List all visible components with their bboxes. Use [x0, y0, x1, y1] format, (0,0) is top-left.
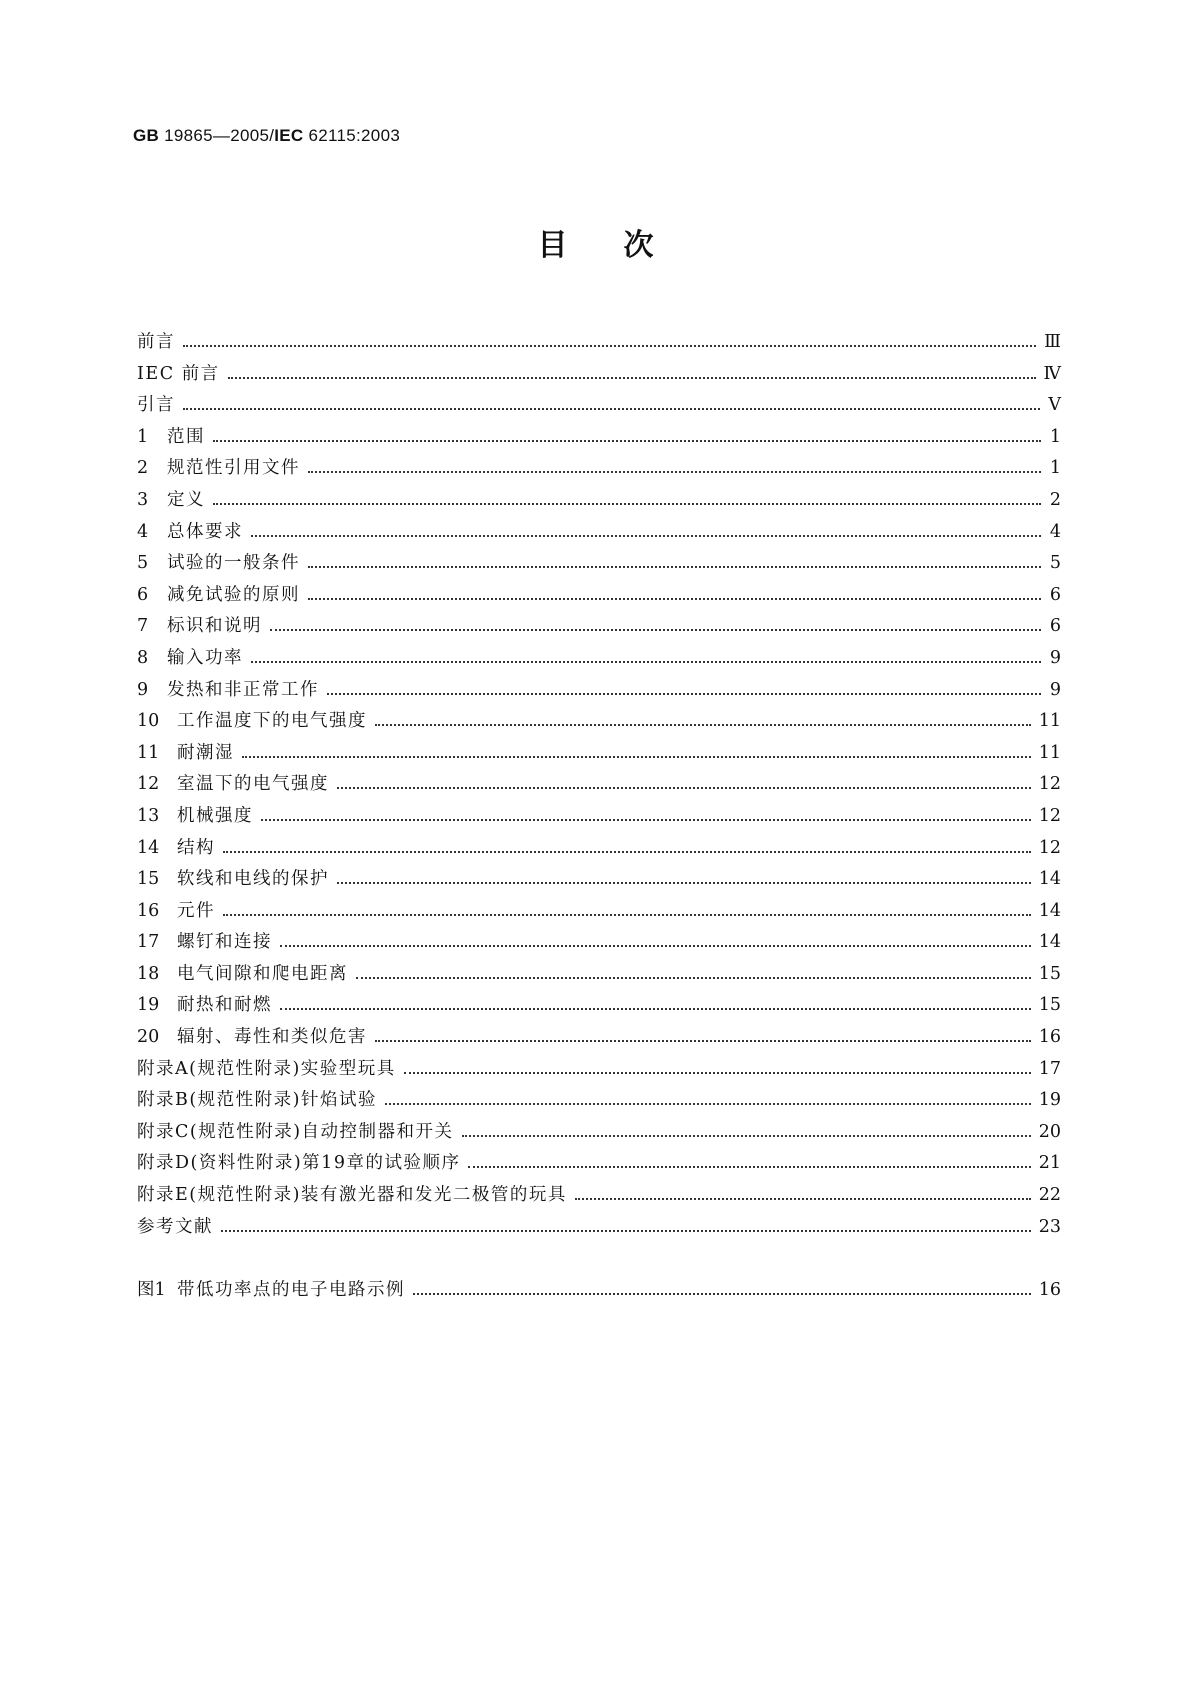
dot-leader: [251, 535, 1041, 537]
dot-leader: [385, 1103, 1031, 1105]
toc-entry-label: 带低功率点的电子电路示例: [177, 1280, 405, 1300]
toc-entry[interactable]: [137, 991, 1061, 1023]
toc-entry-page: 4: [1049, 521, 1061, 542]
std-code-iec: IEC: [274, 126, 304, 145]
toc-entry[interactable]: [137, 518, 1061, 550]
dot-leader: [213, 503, 1041, 505]
dot-leader: [356, 977, 1031, 979]
dot-leader: [462, 1135, 1031, 1137]
toc-entry-page: 6: [1049, 584, 1061, 605]
toc-entry-number: 11: [137, 742, 160, 763]
toc-entry-label: 规范性引用文件: [167, 458, 300, 479]
dot-leader: [228, 377, 1036, 379]
toc-entry-label: 附录B(规范性附录)针焰试验: [137, 1090, 378, 1111]
dot-leader: [375, 724, 1031, 726]
dot-leader: [327, 693, 1041, 695]
toc-entry[interactable]: [137, 1181, 1061, 1213]
toc-entry-number: 1: [137, 426, 149, 447]
dot-leader: [183, 345, 1036, 347]
toc-entry-number: 10: [137, 711, 160, 732]
toc-entry[interactable]: [137, 897, 1061, 929]
toc-entry-label: 耐热和耐燃: [177, 995, 272, 1016]
toc-entry[interactable]: [137, 707, 1061, 739]
toc-entry-page: 16: [1038, 1027, 1061, 1048]
toc-entry[interactable]: [137, 676, 1061, 708]
toc-entry-label: 引言: [137, 395, 175, 416]
toc-entry-page: Ⅴ: [1048, 395, 1061, 416]
toc-entry-page: 16: [1038, 1280, 1061, 1300]
toc-entry-label: 软线和电线的保护: [177, 869, 329, 890]
toc-entry-label: 发热和非正常工作: [167, 679, 319, 700]
toc-entry-label: 室温下的电气强度: [177, 774, 329, 795]
toc-entry[interactable]: [137, 834, 1061, 866]
toc-entry-page: 11: [1038, 711, 1061, 732]
dot-leader: [242, 756, 1031, 758]
toc-entry-number: 4: [137, 521, 149, 542]
toc-entry[interactable]: [137, 1086, 1061, 1118]
toc-entry-label: 工作温度下的电气强度: [177, 711, 367, 732]
toc-entry-label: 试验的一般条件: [167, 553, 300, 574]
std-code-gb: GB: [133, 126, 160, 145]
toc-entry-label: 机械强度: [177, 805, 253, 826]
dot-leader: [375, 1040, 1031, 1042]
dot-leader: [251, 661, 1041, 663]
dot-leader: [413, 1293, 1031, 1295]
toc-entry-number: 8: [137, 647, 149, 668]
toc-entry[interactable]: [137, 581, 1061, 613]
toc-entry-page: 20: [1038, 1121, 1061, 1142]
toc-entry-label: 定义: [167, 489, 205, 510]
toc-entry[interactable]: [137, 391, 1061, 423]
dot-leader: [213, 440, 1041, 442]
toc-entry-number: 6: [137, 584, 149, 605]
toc-entry-page: 9: [1049, 679, 1061, 700]
standard-code-header: [133, 126, 400, 146]
toc-entry-page: 12: [1038, 805, 1061, 826]
figure-list: [137, 1276, 1061, 1308]
toc-entry[interactable]: [137, 1149, 1061, 1181]
std-code-iec-number: 62115:2003: [303, 126, 401, 145]
toc-entry[interactable]: [137, 612, 1061, 644]
toc-entry-number: 18: [137, 963, 160, 984]
toc-entry-page: 17: [1038, 1058, 1061, 1079]
toc-entry-label: 减免试验的原则: [167, 584, 300, 605]
dot-leader: [308, 566, 1041, 568]
toc-entry-number: 3: [137, 489, 149, 510]
toc-entry-label: 附录C(规范性附录)自动控制器和开关: [137, 1121, 454, 1142]
toc-entry-label: 输入功率: [167, 647, 243, 668]
toc-entry-number: 7: [137, 616, 149, 637]
dot-leader: [221, 1230, 1031, 1232]
toc-entry-number: 16: [137, 900, 160, 921]
dot-leader: [183, 408, 1040, 410]
toc-entry-number: 9: [137, 679, 149, 700]
toc-entry-page: 2: [1049, 489, 1061, 510]
toc-entry[interactable]: [137, 1213, 1061, 1245]
toc-entry[interactable]: [137, 739, 1061, 771]
toc-entry[interactable]: [137, 928, 1061, 960]
toc-entry-page: 15: [1038, 995, 1061, 1016]
toc-entry-page: 15: [1038, 963, 1061, 984]
toc-entry-page: 1: [1049, 426, 1061, 447]
toc-entry-label: 附录E(规范性附录)装有激光器和发光二极管的玩具: [137, 1185, 567, 1206]
toc-entry-label: 耐潮湿: [177, 742, 234, 763]
toc-entry[interactable]: [137, 549, 1061, 581]
toc-entry-label: 标识和说明: [167, 616, 262, 637]
toc-entry-page: Ⅲ: [1044, 332, 1061, 352]
dot-leader: [270, 629, 1041, 631]
dot-leader: [575, 1198, 1031, 1200]
dot-leader: [468, 1166, 1030, 1168]
toc-entry-page: 12: [1038, 774, 1061, 795]
std-code-number: 19865—2005/: [159, 126, 275, 145]
toc-entry-page: 1: [1049, 458, 1061, 479]
toc-entry[interactable]: [137, 644, 1061, 676]
toc-entry-label: IEC 前言: [137, 363, 220, 384]
toc-entry-page: 22: [1038, 1185, 1061, 1206]
dot-leader: [308, 598, 1041, 600]
toc-entry-label: 参考文献: [137, 1216, 213, 1237]
toc-entry[interactable]: [137, 454, 1061, 486]
toc-entry[interactable]: [137, 960, 1061, 992]
toc-entry[interactable]: [137, 360, 1061, 392]
toc-entry-label: 附录A(规范性附录)实验型玩具: [137, 1058, 396, 1079]
toc-entry[interactable]: [137, 770, 1061, 802]
toc-entry-number: 14: [137, 837, 160, 858]
toc-entry-page: Ⅳ: [1043, 363, 1061, 384]
toc-entry[interactable]: [137, 328, 1061, 360]
toc-entry-page: 23: [1038, 1216, 1061, 1237]
toc-entry-number: 15: [137, 869, 160, 890]
toc-entry-page: 14: [1038, 932, 1061, 953]
toc-entry-page: 9: [1049, 647, 1061, 668]
toc-entry[interactable]: [137, 1276, 1061, 1308]
toc-entry-number: 19: [137, 995, 160, 1016]
dot-leader: [337, 787, 1031, 789]
dot-leader: [308, 471, 1041, 473]
toc-entry-page: 14: [1038, 869, 1061, 890]
toc-entry-page: 5: [1049, 553, 1061, 574]
toc-entry-number: 13: [137, 805, 160, 826]
dot-leader: [223, 914, 1031, 916]
toc-entry-label: 前言: [137, 332, 175, 352]
toc-entry[interactable]: [137, 1023, 1061, 1055]
dot-leader: [223, 851, 1031, 853]
page-title: 目次: [537, 228, 710, 263]
toc-entry-number: 5: [137, 553, 149, 574]
dot-leader: [337, 882, 1031, 884]
toc-entry-number: 20: [137, 1027, 160, 1048]
toc-entry-label: 范围: [167, 426, 205, 447]
toc-entry[interactable]: [137, 1055, 1061, 1087]
toc-entry-number: 图1: [137, 1280, 166, 1300]
toc-entry-page: 11: [1038, 742, 1061, 763]
toc-entry-page: 12: [1038, 837, 1061, 858]
toc-entry[interactable]: [137, 865, 1061, 897]
toc-entry[interactable]: [137, 802, 1061, 834]
toc-entry[interactable]: [137, 486, 1061, 518]
toc-entry-number: 17: [137, 932, 160, 953]
dot-leader: [261, 819, 1031, 821]
toc-entry-label: 总体要求: [167, 521, 243, 542]
toc-entry-page: 6: [1049, 616, 1061, 637]
table-of-contents: [137, 328, 1061, 1244]
toc-entry[interactable]: [137, 1118, 1061, 1150]
toc-entry-label: 螺钉和连接: [177, 932, 272, 953]
dot-leader: [404, 1072, 1031, 1074]
dot-leader: [280, 1008, 1031, 1010]
toc-entry-label: 结构: [177, 837, 215, 858]
toc-entry-number: 2: [137, 458, 149, 479]
toc-entry-number: 12: [137, 774, 160, 795]
toc-entry-label: 辐射、毒性和类似危害: [177, 1027, 367, 1048]
toc-entry-page: 21: [1038, 1153, 1061, 1174]
toc-entry-label: 附录D(资料性附录)第19章的试验顺序: [137, 1153, 461, 1174]
dot-leader: [280, 945, 1031, 947]
toc-entry-page: 19: [1038, 1090, 1061, 1111]
toc-entry[interactable]: [137, 423, 1061, 455]
toc-entry-label: 电气间隙和爬电距离: [177, 963, 348, 984]
toc-entry-page: 14: [1038, 900, 1061, 921]
toc-entry-label: 元件: [177, 900, 215, 921]
